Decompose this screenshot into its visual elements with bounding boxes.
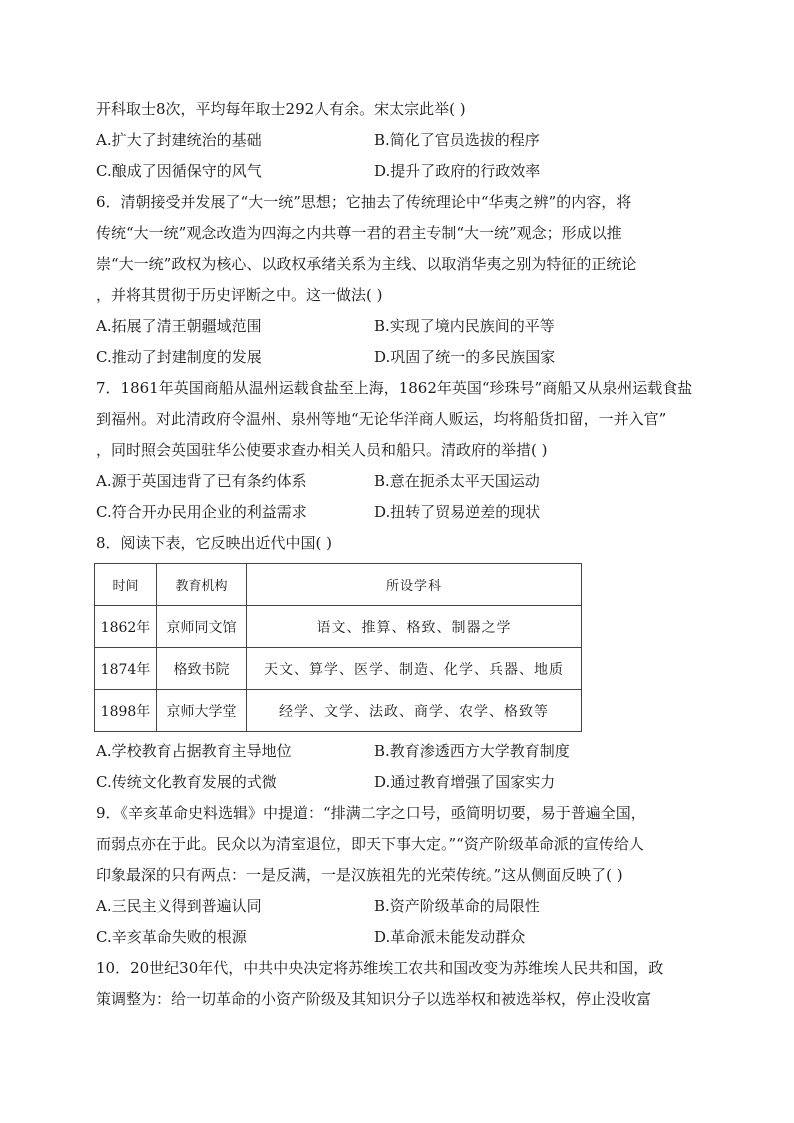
table-row [95,690,582,732]
q5-option-c[interactable]: C.酿成了因循保守的风气 [96,162,262,180]
cell-year: 1898年 [95,690,157,732]
q7-options-row-1 [96,466,700,497]
q9-stem-line: 印象最深的只有两点：一是反满，一是汉族祖先的光荣传统。”这从侧面反映了( ) [96,866,623,884]
q5-option-b[interactable]: B.简化了官员选拔的程序 [374,131,540,149]
q8-options-row-2 [96,767,700,798]
header-subjects: 所设学科 [247,564,582,606]
cell-subjects: 天文、算学、医学、制造、化学、兵器、地质 [247,648,582,690]
q9-option-b[interactable]: B.资产阶级革命的局限性 [374,897,540,915]
q6-options-row-2 [96,342,700,373]
q9-options-row-1 [96,891,700,922]
q6-stem-line: 崇“大一统”政权为核心、以政权承绪关系为主线、以取消华夷之别为特征的正统论 [96,255,637,273]
cell-institution: 京师同文馆 [157,606,247,648]
q6-option-c[interactable]: C.推动了封建制度的发展 [96,348,262,366]
q7-option-c[interactable]: C.符合开办民用企业的利益需求 [96,503,307,521]
q7-options-row-2 [96,497,700,528]
q5-option-a[interactable]: A.扩大了封建统治的基础 [96,131,262,149]
q10-stem-line: 10．20世纪30年代，中共中央决定将苏维埃工农共和国改变为苏维埃人民共和国，政 [96,959,664,977]
q6-stem-line: 6．清朝接受并发展了“大一统”思想；它抽去了传统理论中“华夷之辨”的内容，将 [96,193,632,211]
q8-option-b[interactable]: B.教育渗透西方大学教育制度 [374,742,570,760]
q8-options-row-1 [96,736,700,767]
table-row [95,606,582,648]
q9-options-row-2 [96,922,700,953]
q6-option-d[interactable]: D.巩固了统一的多民族国家 [374,348,556,366]
q9-stem-line: 9．《辛亥革命史料选辑》中提道：“排满二字之口号，亟简明切要，易于普遍全国， [96,804,646,822]
q6-options-row-1 [96,311,700,342]
q5-options-row-1 [96,125,700,156]
q6-stem-line: 传统“大一统”观念改造为四海之内共尊一君的君主专制“大一统”观念；形成以推 [96,224,622,242]
q9-option-a[interactable]: A.三民主义得到普遍认同 [96,897,262,915]
cell-subjects: 经学、文学、法政、商学、农学、格致等 [247,690,582,732]
q10-stem-line: 策调整为：给一切革命的小资产阶级及其知识分子以选举权和被选举权，停止没收富 [96,990,652,1008]
q9-option-c[interactable]: C.辛亥革命失败的根源 [96,928,247,946]
q8-option-c[interactable]: C.传统文化教育发展的式微 [96,773,277,791]
cell-institution: 京师大学堂 [157,690,247,732]
q5-options-row-2 [96,156,700,187]
q7-stem-line: 7．1861年英国商船从温州运载食盐至上海，1862年英国“珍珠号”商船又从泉州运载食盐 [96,379,693,397]
q5-stem-tail: 开科取士8次，平均每年取士292人有余。宋太宗此举( ) [96,100,466,118]
q7-option-a[interactable]: A.源于英国违背了已有条约体系 [96,472,307,490]
q9-stem-line: 而弱点亦在于此。民众以为清室退位，即天下事大定。”“资产阶级革命派的宣传给人 [96,835,644,853]
q6-stem-line: ，并将其贯彻于历史评断之中。这一做法( ) [96,286,383,304]
q6-option-b[interactable]: B.实现了境内民族间的平等 [374,317,555,335]
q9-option-d[interactable]: D.革命派未能发动群众 [374,928,526,946]
education-table [94,563,582,732]
q7-option-b[interactable]: B.意在扼杀太平天国运动 [374,472,540,490]
header-time: 时间 [95,564,157,606]
table-row [95,648,582,690]
q7-stem-line: ，同时照会英国驻华公使要求查办相关人员和船只。清政府的举措( ) [96,441,548,459]
question-column [96,94,700,1015]
cell-year: 1862年 [95,606,157,648]
cell-institution: 格致书院 [157,648,247,690]
q8-option-d[interactable]: D.通过教育增强了国家实力 [374,773,556,791]
q8-option-a[interactable]: A.学校教育占据教育主导地位 [96,742,292,760]
q6-option-a[interactable]: A.拓展了清王朝疆域范围 [96,317,262,335]
q5-option-d[interactable]: D.提升了政府的行政效率 [374,162,541,180]
q7-option-d[interactable]: D.扭转了贸易逆差的现状 [374,503,541,521]
cell-year: 1874年 [95,648,157,690]
q7-stem-line: 到福州。对此清政府令温州、泉州等地“无论华洋商人贩运，均将船货扣留，一并入官” [96,410,667,428]
q8-stem: 8．阅读下表，它反映出近代中国( ) [96,534,333,552]
cell-subjects: 语文、推算、格致、制器之学 [247,606,582,648]
table-header-row [95,564,582,606]
header-institution: 教育机构 [157,564,247,606]
